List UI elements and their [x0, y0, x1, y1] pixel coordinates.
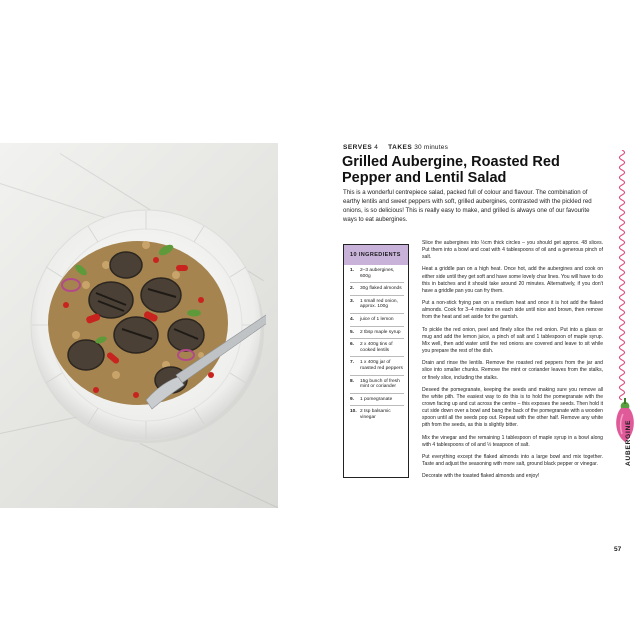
- recipe-intro: This is a wonderful centrepiece salad, packed full of colour and flavour. The combination of earthy lentils and sweet peppers with soft, grilled aubergines, contrasted with the pickled red onions, is so delicious! This is really easy to make, and grilled is always one of our favourite ways to eat aubergines.: [343, 189, 592, 223]
- ingredient-number: 3.: [350, 298, 355, 304]
- method-step: Decorate with the toasted flaked almonds and enjoy!: [422, 473, 540, 480]
- ingredient-number: 8.: [350, 378, 355, 384]
- ingredient-item: [350, 339, 404, 357]
- ingredient-item: [350, 314, 404, 327]
- ingredient-number: 5.: [350, 329, 355, 335]
- ingredient-item: [350, 357, 404, 375]
- ingredient-text: 1 pomegranate: [360, 396, 393, 402]
- method-step: Mix the vinegar and the remaining 1 tablespoon of maple syrup in a bowl along with 4 tablespoons of oil and ½ teaspoon of salt.: [422, 434, 603, 448]
- ingredient-item: [350, 283, 404, 296]
- serves-label: SERVES: [343, 144, 373, 151]
- method-step: To pickle the red onion, peel and finely slice the red onion. Put into a glass or mug and add the lemon juice, a pinch of salt and 1 tablespoon of maple syrup. Mix well, then add water until the red onions are covered and leave to sit while you prepare the rest of the dish.: [422, 326, 603, 355]
- recipe-title: Grilled Aubergine, Roasted Red Pepper and Lentil Salad: [342, 154, 560, 186]
- ingredient-text: 2–3 aubergines, 600g: [360, 268, 395, 279]
- recipe-photo: [0, 143, 278, 508]
- ingredient-text: 2 tsp balsamic vinegar: [360, 409, 391, 420]
- ingredients-list: [344, 265, 408, 424]
- ingredient-item: [350, 296, 404, 314]
- ingredient-number: 4.: [350, 316, 355, 322]
- ingredient-number: 1.: [350, 268, 355, 273]
- ingredient-item: [350, 394, 404, 407]
- squiggle-decoration: [616, 150, 628, 400]
- method-steps: [422, 240, 603, 485]
- ingredient-text: juice of 1 lemon: [360, 316, 394, 322]
- chapter-label: AUBERGINE: [625, 419, 632, 466]
- ingredient-text: 1 x 400g jar of roasted red peppers: [360, 360, 403, 371]
- method-step: Drain and rinse the lentils. Remove the roasted red peppers from the jar and slice into smaller chunks. Remove the mint or coriander leaves from the stalks, or finely slice, including the stalks.: [422, 360, 603, 381]
- ingredient-text: 30g flaked almonds: [360, 286, 402, 292]
- ingredient-number: 9.: [350, 396, 355, 402]
- ingredient-number: 6.: [350, 342, 355, 348]
- method-step: Put everything except the flaked almonds into a large bowl and mix together. Taste and adjust the seasoning with more salt, ground black pepper or vinegar.: [422, 453, 603, 468]
- ingredient-number: 10.: [350, 409, 357, 415]
- ingredient-item: [350, 406, 404, 423]
- ingredients-heading: 10 INGREDIENTS: [344, 245, 408, 265]
- page-number: 57: [614, 546, 622, 553]
- ingredient-number: 7.: [350, 360, 355, 366]
- takes-label: TAKES: [388, 144, 413, 151]
- recipe-meta: [343, 144, 448, 151]
- ingredient-text: 1 small red onion, approx. 100g: [360, 298, 398, 310]
- salad-plate-image: [26, 205, 266, 445]
- ingredient-text: 2 tbsp maple syrup: [360, 329, 401, 335]
- method-step: Put a non-stick frying pan on a medium heat and once it is hot add the flaked almonds. Cook for 3–4 minutes on each side until nice and brown, then remove from the heat and set aside for the garnish.: [422, 300, 603, 321]
- serves-value: 4: [374, 144, 379, 151]
- ingredient-text: 15g bunch of fresh mint or coriander: [360, 378, 400, 390]
- ingredients-box: [343, 244, 409, 478]
- ingredient-item: [350, 376, 404, 394]
- ingredient-number: 2.: [350, 286, 355, 292]
- method-step: Heat a griddle pan on a high heat. Once hot, add the aubergines and cook on either side until they get soft and have some lovely char lines. You will have to do this in batches and it should take around 20 minutes. Alternatively, if you don't have a griddle pan you can fry them.: [422, 266, 603, 294]
- method-step: Deseed the pomegranate, keeping the seeds and making sure you remove all the white pith. The easiest way to do this is to hold the pomegranate with the crown facing up and cut across the centre – this exposes the seeds. Then hold it cut side down over a bowl and bang the back of the pomegranate with a wooden spoon until all the seeds pop out. Repeat with the other half. Remove any white pith from the seeds, as this is slightly bitter.: [422, 386, 603, 429]
- ingredient-item: [350, 327, 404, 340]
- ingredient-text: 2 x 400g tins of cooked lentils: [360, 342, 393, 353]
- method-step: Slice the aubergines into ½cm thick circles – you should get approx. 48 slices. Put them into a bowl and coat with 4 tablespoons of oil and a generous pinch of salt.: [422, 240, 603, 261]
- takes-value: 30 minutes: [414, 144, 449, 151]
- ingredient-item: [350, 265, 404, 283]
